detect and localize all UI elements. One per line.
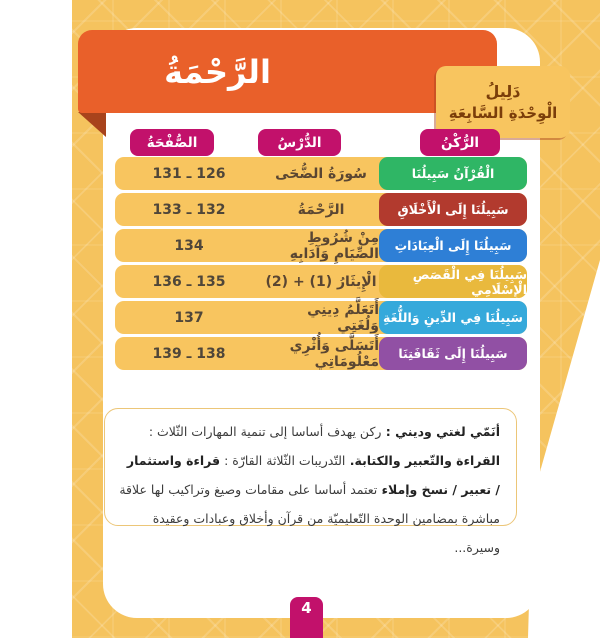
unit-guide-line2: الْوِحْدَةِ السَّابِعَةِ: [448, 104, 558, 122]
footnote-segment-2: ركن يهدف أساسا إلى تنمية المهارات الثّلاث :: [148, 424, 382, 439]
unit-title-banner: [78, 30, 558, 122]
page-range: 132 ـ 133: [152, 201, 226, 218]
section-badge: سَبِيلُنَا فِي الْقَصَصِ الْإِسْلَامِي: [379, 265, 527, 298]
contents-table: [115, 157, 527, 370]
section-badge: سَبِيلُنَا إِلَى الْأَخْلَاقِ: [379, 193, 527, 226]
table-row: [115, 337, 527, 370]
column-header-section: الرُّكْنُ: [420, 129, 500, 156]
unit-guide-line1: دَلِيلُ: [485, 82, 521, 101]
table-row: [115, 229, 527, 262]
page-range: 137: [174, 309, 204, 326]
table-row: [115, 301, 527, 334]
unit-guide-badge: [436, 66, 570, 138]
page-number-badge: [290, 597, 323, 638]
page-range: 126 ـ 131: [152, 165, 226, 182]
footnote-segment-3: القراءة والتّعبير والكتابة.: [345, 453, 500, 468]
lesson-name: الْإِيثَارُ (1) + (2): [265, 273, 377, 290]
page-range: 135 ـ 136: [152, 273, 226, 290]
section-badge: الْقُرْآنُ سَبِيلُنَا: [379, 157, 527, 190]
lesson-name: سُورَةُ الضُّحَى: [275, 165, 367, 182]
unit-title: الرَّحْمَةُ: [164, 52, 271, 91]
table-row: [115, 193, 527, 226]
section-badge: سَبِيلُنَا إِلَى الْعِبَادَاتِ: [379, 229, 527, 262]
table-row: [115, 157, 527, 190]
section-badge: سَبِيلُنَا فِي الدِّينِ وَاللُّغَةِ: [379, 301, 527, 334]
lesson-name: الرَّحْمَةُ: [297, 201, 345, 218]
lesson-name: أَتَسَلَّى وَأُثْرِي مَعْلُومَاتِي: [289, 337, 379, 370]
table-row: [115, 265, 527, 298]
page-range: 134: [174, 237, 204, 254]
footnote-segment-6: تعتمد أساسا على مقامات وصيغ وتراكيب لها علاقة مباشرة بمضامين الوحدة التّعليميّة من قرآن وأخلاق وعبادات وعقيدة وسيرة...: [119, 482, 500, 555]
footnote-segment-5: قراءة واستثمار / تعبير / نسخ وإملاء: [126, 453, 500, 497]
page-range: 138 ـ 139: [152, 345, 226, 362]
page-number: 4: [301, 599, 312, 617]
footnote-box: [104, 408, 517, 555]
column-header-lesson: الدُّرْسُ: [258, 129, 341, 156]
lesson-name: مِنْ شُرُوطِ الصِّيَامِ وَآدَابِهِ: [289, 229, 379, 262]
footnote-segment-4: التّدريبات الثّلاثة القارّة :: [220, 453, 346, 468]
lesson-name: أَتَعَلَّمُ دِينِي وَلُغَتِي: [307, 301, 379, 334]
section-badge: سَبِيلُنَا إِلَى ثَقَافَتِنَا: [379, 337, 527, 370]
column-header-page: الصُّفْحَةُ: [130, 129, 214, 156]
footnote-segment-1: أنَمّي لغتي وديني :: [381, 424, 500, 439]
